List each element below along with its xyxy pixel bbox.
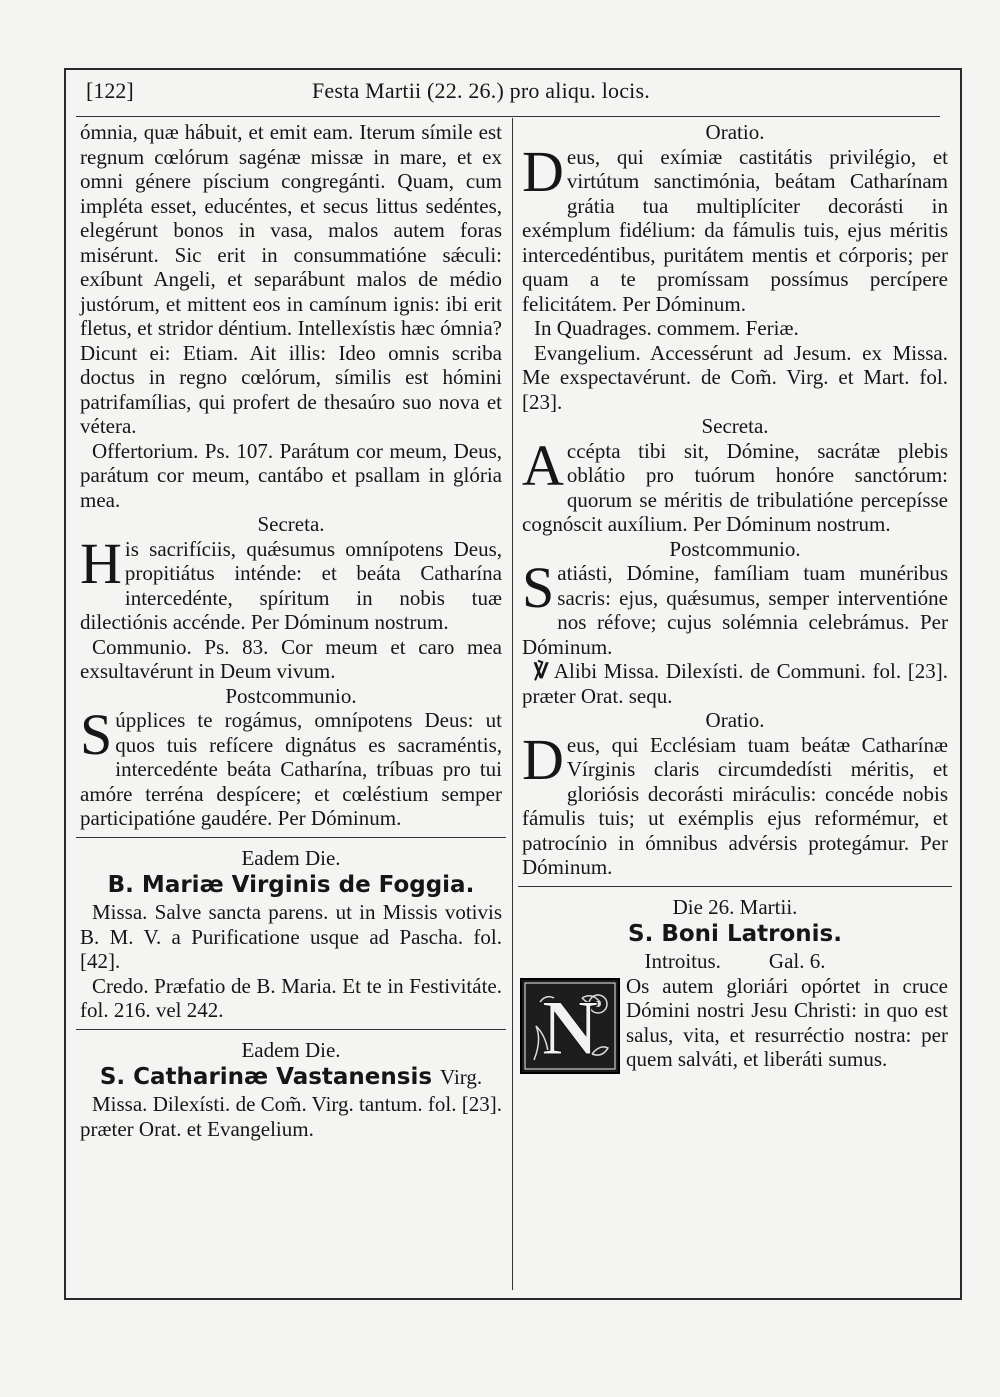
oratio-paragraph — [522, 138, 948, 317]
introitus-label: Introitus. — [644, 949, 721, 973]
section-rule — [518, 886, 952, 887]
credo-note: Credo. Præfatio de B. Maria. Et te in Festivitáte. fol. 216. vel 242. — [80, 973, 502, 1022]
section-rule — [76, 837, 506, 838]
section-rule — [76, 1029, 506, 1030]
illuminated-initial-art — [522, 980, 618, 1072]
feast-title — [80, 1062, 502, 1092]
postcommunio-heading: Postcommunio. — [669, 536, 801, 561]
missa-note: Missa. Dilexísti. de Com̃. Virg. tantum. fol. [23]. præter Orat. et Evangelium. — [80, 1092, 502, 1141]
drop-cap: A — [522, 432, 564, 498]
running-title: Festa Martii (22. 26.) pro aliqu. locis. — [312, 78, 650, 103]
drop-cap: D — [522, 138, 564, 204]
secreta-heading: Secreta. — [701, 414, 769, 438]
secreta-paragraph — [522, 432, 948, 537]
oratio-text: eus, qui exímiæ castitátis privilégio, et virtútum sanctimónia, beátam Catharínam grátia tua multiplíciter decorásti in exémplum fidélium: da fámulis tuis, ejus méritis intercedéntibus, puritátem mentis et córporis; per quam a te promíssam possímus percípere felicitátem. Per Dóminum. — [522, 144, 948, 316]
postcommunio-heading: Postcommunio. — [225, 683, 357, 708]
versicle-mark: ℣ — [534, 659, 549, 683]
introitus-text: Os autem gloriári opórtet in cruce Dómini nostri Jesu Christi: in quo est salus, vita, et resurréctio nostra: per quem salváti, et liberáti sumus. — [626, 973, 948, 1071]
feast-title: S. Boni Latronis. — [628, 921, 842, 947]
feast-title: B. Mariæ Virginis de Foggia. — [107, 872, 475, 898]
left-column — [80, 120, 502, 1141]
page-number: [122] — [86, 78, 134, 103]
postcommunio-text: úpplices te rogámus, omnípotens Deus: ut quos tuis refícere dignátus es sacraméntis, intercedénte beáta Catharína, tríbuas pro tui amóre terréna despícere; et cœléstium semper participatióne gaudére. Per Dóminum. — [80, 708, 502, 830]
drop-cap: S — [522, 555, 555, 620]
alibi-note — [522, 659, 948, 708]
introitus-paragraph — [522, 974, 948, 1072]
right-column — [522, 120, 948, 1074]
feast-title-suffix: Virg. — [440, 1065, 483, 1089]
column-divider — [512, 118, 513, 1290]
eadem-die-heading: Eadem Die. — [241, 1037, 341, 1062]
postcommunio-paragraph — [80, 702, 502, 831]
initial-letter: N — [541, 983, 599, 1071]
missa-note: Missa. Salve sancta parens. ut in Missis votivis B. M. V. a Purificatione usque ad Pascha. fol. [42]. — [80, 900, 502, 973]
introitus-heading — [522, 949, 948, 974]
secreta-text: ccépta tibi sit, Dómine, sacrátæ plebis oblátio pro tuórum honóre sanctórum: quorum se méritis de tribulatióne percepísse cognóscit auxílium. Per Dóminum nostrum. — [522, 438, 948, 536]
introitus-reference: Gal. 6. — [768, 949, 826, 973]
quadrages-note: In Quadrages. commem. Feriæ. — [534, 316, 799, 340]
header-rule — [76, 116, 940, 117]
secreta-heading: Secreta. — [257, 512, 325, 536]
feast-title-name: S. Catharinæ Vastanensis — [99, 1064, 433, 1090]
postcommunio-paragraph — [522, 555, 948, 659]
gospel-continuation: ómnia, quæ hábuit, et emit eam. Iterum símile est regnum cœlórum sagénæ missæ in mare, et ex omni génere píscium congregánti. Quam, cum impléta esset, educéntes, et secus littus sedéntes, elegérunt bonos in vasa, malos autem foras misérunt. Sic erit in consummatióne sǽculi: exíbunt Angeli, et separábunt malos de médio justórum, et mittent eos in camínum ignis: ibi erit fletus, et stridor déntium. Intellexístis hæc ómnia? Dicunt ei: Etiam. Ait illis: Ideo omnis scriba doctus in regno cœlórum, símilis est hómini patrifamílias, qui profert de thesaúro suo nova et vétera. — [80, 120, 502, 438]
evangelium-note: Evangelium. Accessérunt ad Jesum. ex Missa. Me exspectavérunt. de Com̃. Virg. et Mart. fol. [23]. — [522, 340, 948, 414]
postcommunio-text: atiásti, Dómine, famíliam tuam munéribus sacris: ejus, quǽsumus, semper interventióne nos réfove; cujus solémnia celebrámus. Per Dóminum. — [522, 561, 948, 659]
running-header — [66, 70, 960, 118]
oratio-text: eus, qui Ecclésiam tuam beátæ Catharínæ Vírginis claris circumdedísti méritis, et gloriósis decorásti miráculis: concéde nobis fámulis tuis; ut exémplis ejus reformémur, et patrocínio in ómnibus advérsis protegámur. Per Dóminum. — [522, 732, 948, 879]
oratio-heading: Oratio. — [705, 120, 765, 144]
eadem-die-heading: Eadem Die. — [241, 845, 341, 870]
date-heading: Die 26. Martii. — [672, 894, 798, 919]
secreta-text: is sacrifíciis, quǽsumus omnípotens Deus, propitiátus inténde: et beáta Catharína intercedénte, spíritum in nobis tuæ dilectiónis accénde. Per Dóminum nostrum. — [80, 536, 502, 634]
alibi-text: Alibi Missa. Dilexísti. de Communi. fol. [23]. præter Orat. sequ. — [522, 659, 948, 708]
page-frame — [64, 68, 962, 1300]
drop-cap: S — [80, 702, 113, 767]
secreta-paragraph — [80, 530, 502, 635]
offertorium: Offertorium. Ps. 107. Parátum cor meum, Deus, parátum cor meum, cantábo et psallam in glória mea. — [80, 438, 502, 512]
oratio-paragraph — [522, 726, 948, 880]
oratio-heading: Oratio. — [705, 708, 765, 732]
communio: Communio. Ps. 83. Cor meum et caro mea exsultavérunt in Deum vivum. — [80, 634, 502, 683]
drop-cap: D — [522, 726, 564, 792]
drop-cap: H — [80, 530, 122, 596]
illuminated-initial — [520, 978, 620, 1074]
